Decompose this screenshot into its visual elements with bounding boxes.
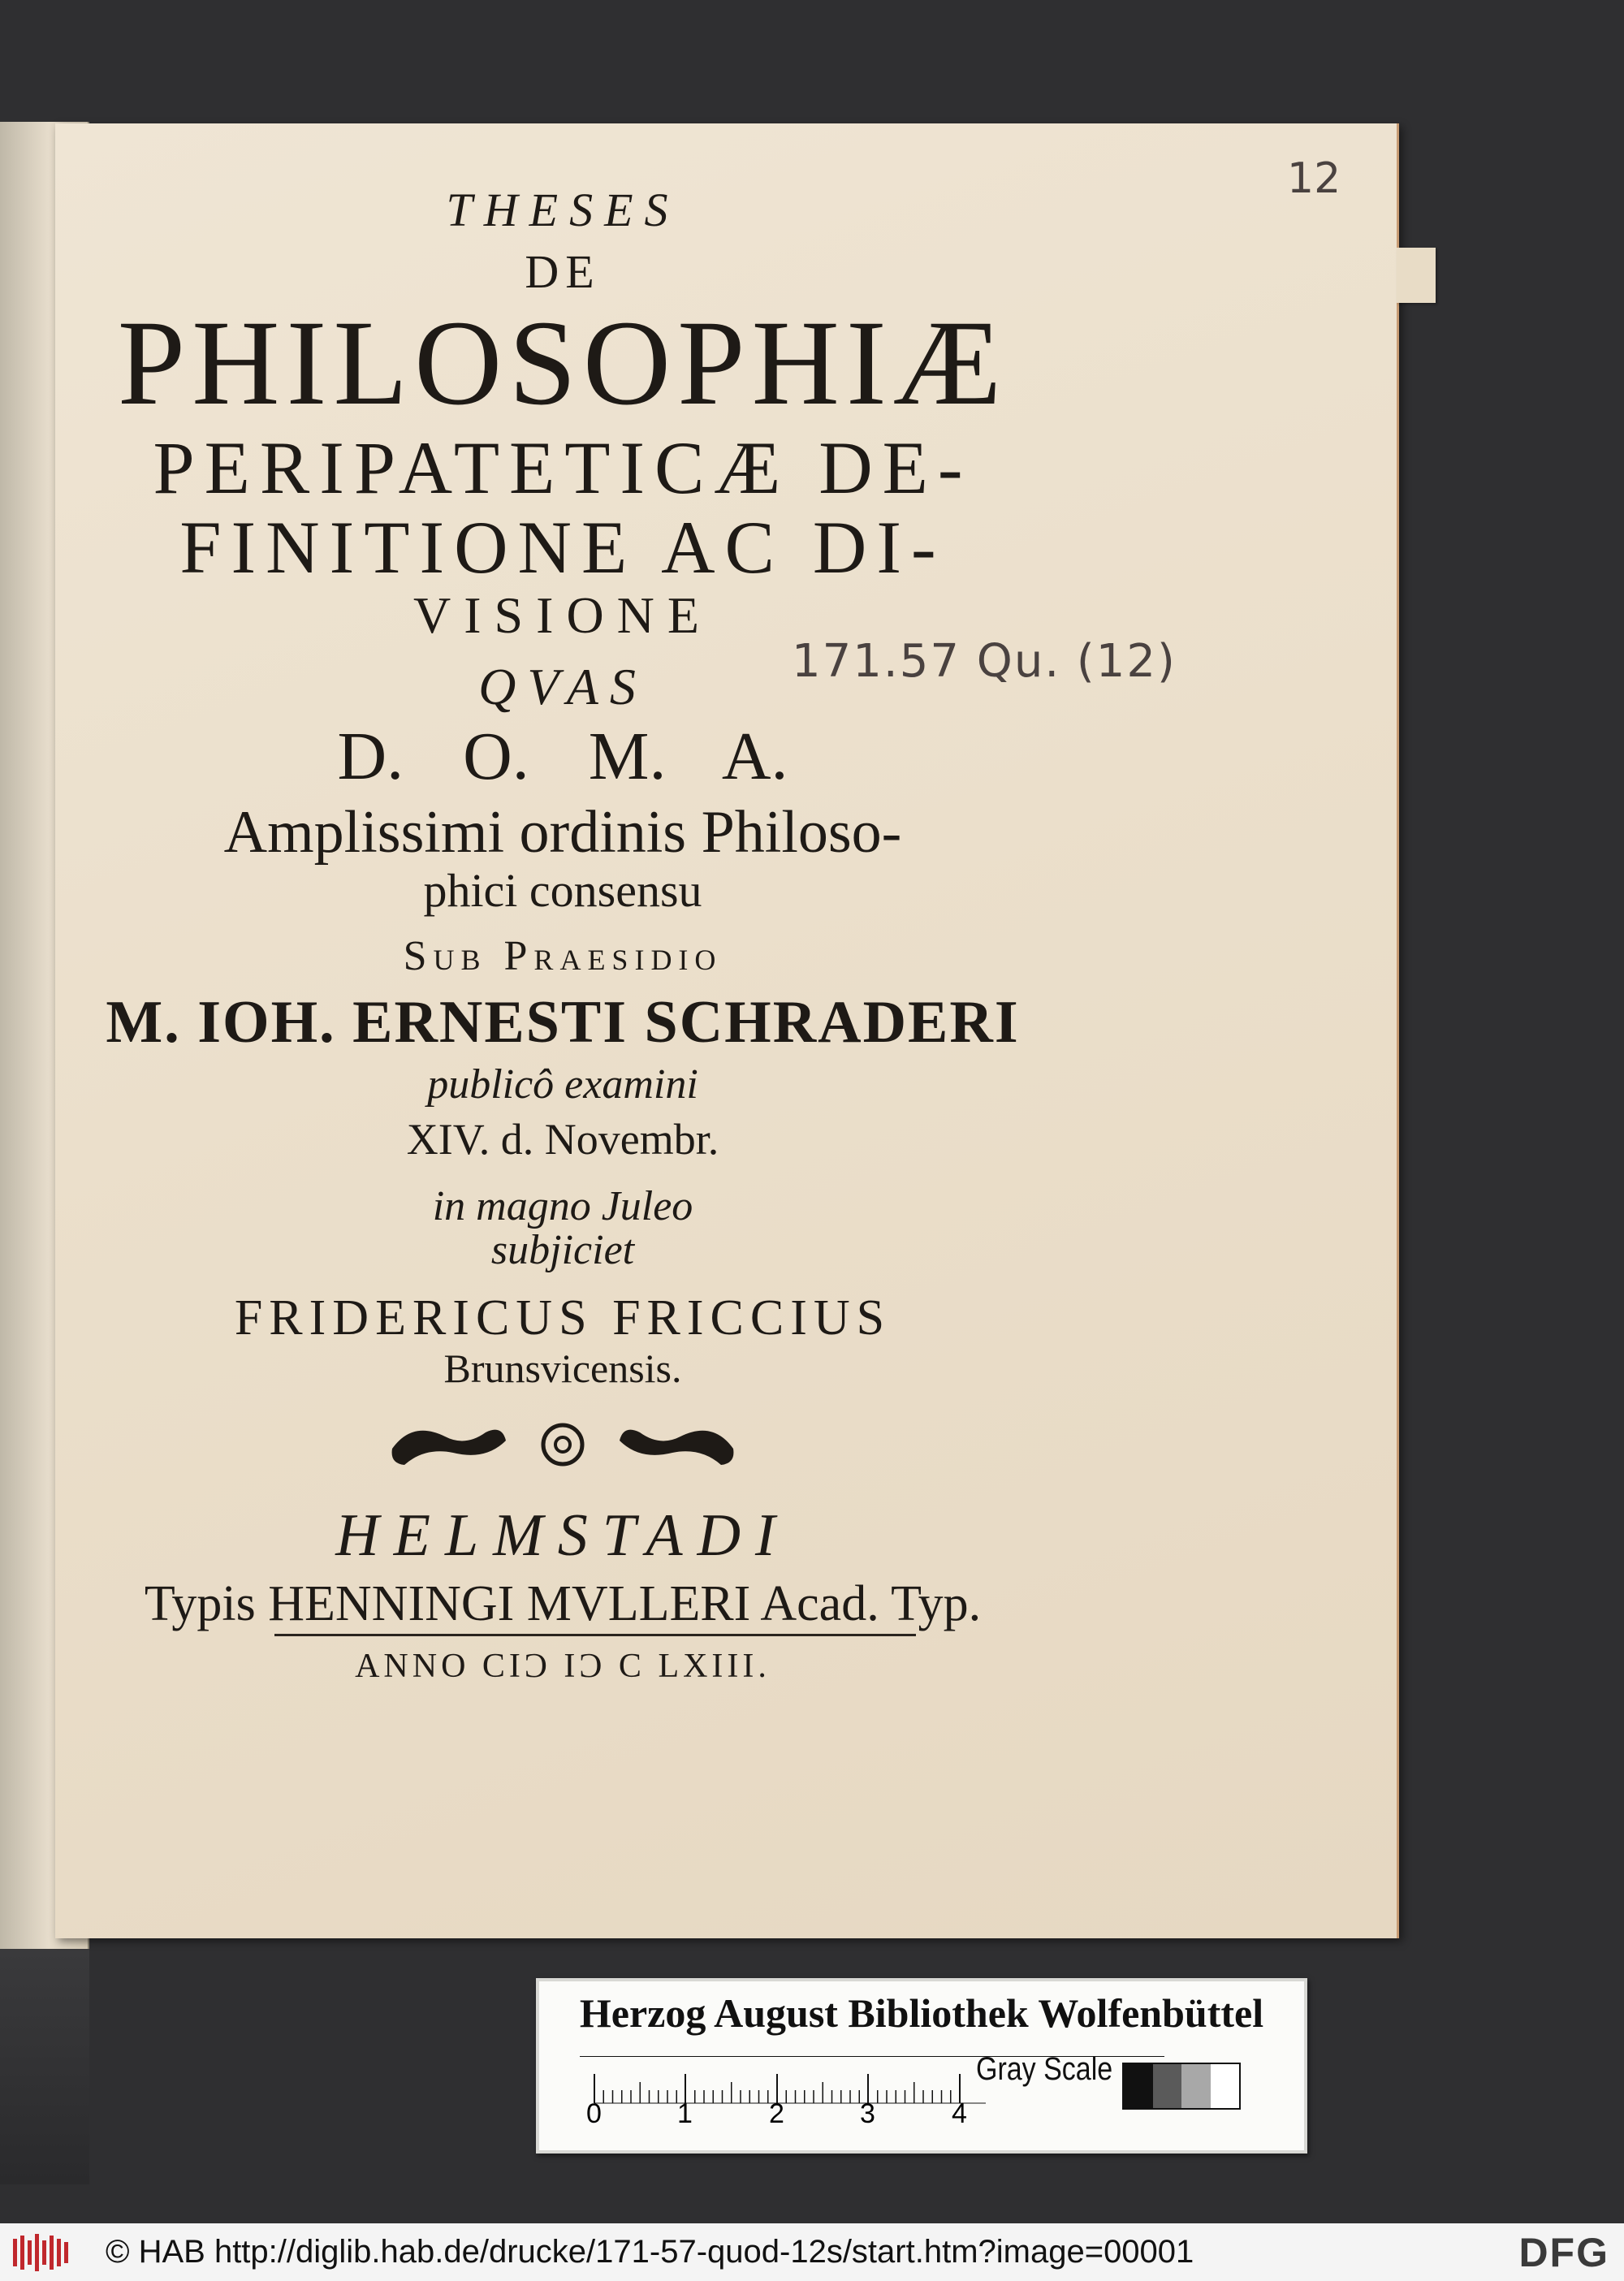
library-name: Herzog August Bibliothek Wolfenbüttel xyxy=(579,1990,1264,2036)
scale-number-4: 4 xyxy=(952,2098,967,2129)
gray-step-1 xyxy=(1124,2064,1153,2108)
printer-line: Typis HENNINGI MVLLERI Acad. Typ. xyxy=(144,1576,982,1631)
scale-number-1: 1 xyxy=(677,2098,693,2129)
printer-ornament-icon xyxy=(55,1408,1070,1481)
gray-step-2 xyxy=(1153,2064,1182,2108)
respondent-name: FRIDERICUS FRICCIUS xyxy=(234,1290,892,1346)
date-line: XIV. d. Novembr. xyxy=(406,1115,719,1164)
gray-scale-label: Gray Scale xyxy=(976,2051,1113,2087)
visione-line: VISIONE xyxy=(413,586,712,644)
dfg-logo: DFG xyxy=(1518,2229,1609,2275)
subjiciet-line: subjiciet xyxy=(490,1227,635,1273)
copyright-url[interactable]: © HAB http://diglib.hab.de/drucke/171-57-quod-12s/start.htm?image=00001 xyxy=(106,2234,1194,2270)
scale-number-3: 3 xyxy=(860,2098,875,2129)
finitione-line: FINITIONE AC DI- xyxy=(179,506,946,589)
year-line: ANNO CIϽ IϽ C LXIII. xyxy=(355,1648,771,1685)
consensu-line: phici consensu xyxy=(423,864,702,917)
peripateticae-line: PERIPATETICÆ DE- xyxy=(153,426,973,509)
origin-line: Brunsvicensis. xyxy=(443,1346,682,1391)
praeses-name: M. IOH. ERNESTI SCHRADERI xyxy=(106,989,1020,1056)
publico-examini-line: publicô examini xyxy=(427,1061,698,1108)
hab-logo-icon xyxy=(0,2223,81,2281)
handwritten-shelfmark: 171.57 Qu. (12) xyxy=(792,635,1177,688)
gray-step-3 xyxy=(1181,2064,1211,2108)
scale-number-2: 2 xyxy=(769,2098,784,2129)
theses-heading: THESES xyxy=(446,184,680,236)
amplissimi-line: Amplissimi ordinis Philoso- xyxy=(223,799,902,866)
philosophiae-heading: PHILOSOPHIÆ xyxy=(117,296,1009,430)
printer-underline xyxy=(274,1634,916,1636)
footer-bar xyxy=(0,2223,1624,2281)
in-magno-juleo-line: in magno Juleo xyxy=(432,1183,693,1229)
quas-line: QVAS xyxy=(478,658,647,715)
title-text-block xyxy=(55,184,1070,1685)
gray-step-4 xyxy=(1211,2064,1240,2108)
scale-number-0: 0 xyxy=(586,2098,602,2129)
sub-praesidio-line: Sub Praesidio xyxy=(403,933,723,979)
paper-tab-marker xyxy=(1397,248,1436,303)
handwritten-page-number: 12 xyxy=(1287,154,1341,203)
doma-line: D. O. M. A. xyxy=(337,719,788,794)
de-line: DE xyxy=(525,245,601,298)
gray-scale-swatch xyxy=(1122,2063,1241,2110)
calibration-card xyxy=(536,1978,1307,2154)
place-line: HELMSTADI xyxy=(335,1502,790,1569)
